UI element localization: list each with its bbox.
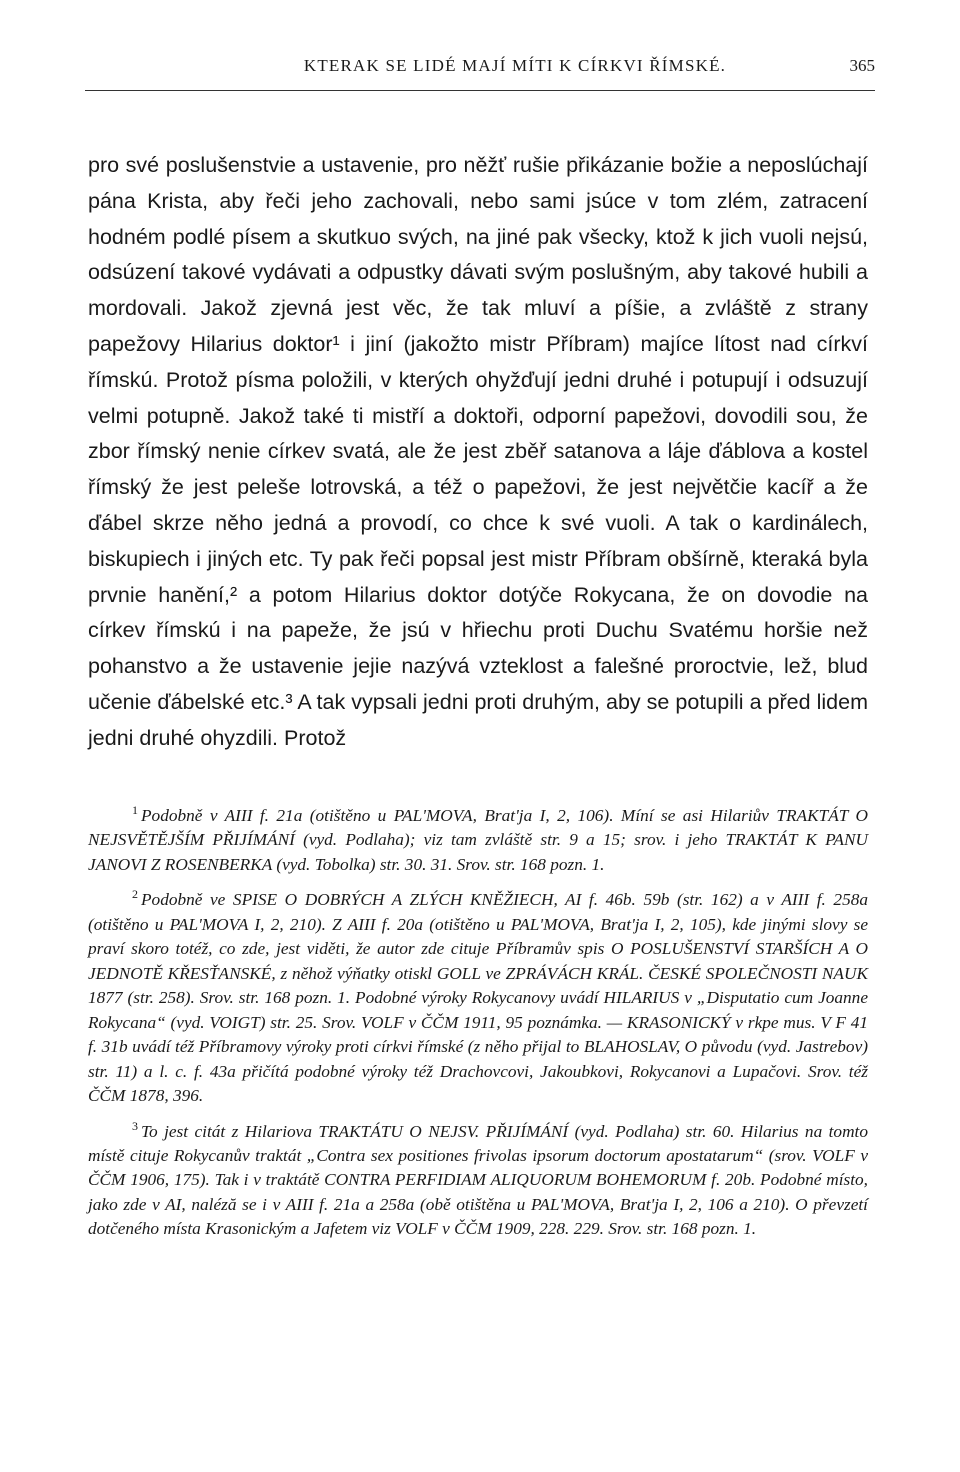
footnote-mark: 3 bbox=[132, 1118, 138, 1133]
footnotes bbox=[88, 798, 868, 1247]
footnote-text: To jest citát z Hilariova TRAKTÁTU O NEJSV. PŘIJÍMÁNÍ (vyd. Podlaha) str. 60. Hilarius na tomto místě cituje Rokycanův traktát „Contra sex positiones frivolas ipsorum doctorum apostatarum“ (srov. VOLF v ČČM 1906, 175). Tak i v traktátě CONTRA PERFIDIAM ALIQUORUM BOHEMORUM f. 20b. Podobné místo, jako zde v AI, naléză se i v AIII f. 21a a 258a (obě otištěna u PAL'MOVA, Brat'ja I, 2, 106 a 210). O převzetí dotčeného místa Krasonickým a Jafetem viz VOLF v ČČM 1909, 228. 229. Srov. str. 168 pozn. 1. bbox=[88, 1121, 868, 1239]
header-rule bbox=[85, 90, 875, 91]
footnote-1 bbox=[88, 798, 868, 877]
main-text bbox=[88, 148, 868, 757]
footnote-3 bbox=[88, 1114, 868, 1242]
body-paragraph: pro své poslušenstvie a ustavenie, pro něžť rušie přikázanie božie a neposlúchají pána Krista, aby řeči jeho zachovali, nebo sami jsúce v tom zlém, zatracení hodném podlé písem a skutkuo svých, na jiné pak všecky, ktož k jich vuoli nejsú, odsúzení takové vydávati a odpustky dávati svým poslušným, aby takové hubili a mordovali. Jakož zjevná jest věc, že tak mluví a píšie, a zvláště z strany papežovy Hilarius doktor¹ i jiní (jakožto mistr Příbram) majíce lítost nad církví římskú. Protož písma položili, v kterých ohyžďují jedni druhé i potupují i odsuzují velmi potupně. Jakož také ti mistří a doktoři, odporní papežovi, dovodili sou, že zbor římský nenie církev svatá, ale že jest zběř satanova a láje ďáblova a kostel římský že jest peleše lotrovská, a též o papežovi, že jest největčie kacíř a že ďábel skrze něho jedná a provodí, co chce k své vuoli. A tak o kardinálech, biskupiech i jiných etc. Ty pak řeči popsal jest mistr Příbram obšírně, kteraká byla prvnie hanění,² a potom Hilarius doktor dotýče Rokycana, že on dovodie na církev římskú i na papeže, že jsú v hřiechu proti Duchu Svatému horšie než pohanstvo a že ustavenie jejie nazývá vzteklost a falešné proroctvie, lež, blud učenie ďábelské etc.³ A tak vypsali jedni proti druhým, aby se potupili a před lidem jedni druhé ohyzdili. Protož bbox=[88, 153, 868, 750]
footnote-text: Podobně ve SPISE O DOBRÝCH A ZLÝCH KNĚŽIECH, AI f. 46b. 59b (str. 162) a v AIII f. 258a (otištěno u PAL'MOVA I, 2, 210). Z AIII f. 20a (otištěno u PAL'MOVA, Brat'ja I, 2, 105), kde jinými slovy se praví skoro totéž, co zde, jest viděti, že autor zde cituje Příbramův spis O POSLUŠENSTVÍ STARŠÍCH A O JEDNOTĚ KŘESŤANSKÉ, z něhož výňatky otiskl GOLL ve ZPRÁVÁCH KRÁL. ČESKÉ SPOLEČNOSTI NAUK 1877 (str. 258). Srov. str. 168 pozn. 1. Podobné výroky Rokycanovy uvádí HILARIUS v „Disputatio cum Joanne Rokycana“ (vyd. VOIGT) str. 25. Srov. VOLF v ČČM 1911, 95 poznámka. — KRASONICKÝ v rkpe mus. V F 41 f. 31b uvádí též Příbramovy výroky proti církvi římské (z něho přijal to BLAHOSLAV, O původu (vyd. Jastrebov) str. 11) a l. c. f. 43a přičítá podobné výroky též Drachovcovi, Jakoubkovi, Rokycanovi a Lupačovi. Srov. též ČČM 1878, 396. bbox=[88, 890, 868, 1106]
footnote-mark: 2 bbox=[132, 887, 138, 902]
footnote-2 bbox=[88, 882, 868, 1108]
footnote-text: Podobně v AIII f. 21a (otištěno u PAL'MOVA, Brat'ja I, 2, 106). Míní se asi Hilariův TRAKTÁT O NEJSVĚTĚJŠÍM PŘIJÍMÁNÍ (vyd. Podlaha); viz tam zvláště str. 9 a 15; srov. i jeho TRAKTÁT K PANU JANOVI Z ROSENBERKA (vyd. Tobolka) str. 30. 31. Srov. str. 168 pozn. 1. bbox=[88, 805, 868, 874]
running-title: KTERAK SE LIDÉ MAJÍ MÍTI K CÍRKVI ŘÍMSKÉ. bbox=[303, 56, 727, 75]
footnote-mark: 1 bbox=[132, 803, 138, 817]
page-number: 365 bbox=[849, 56, 875, 75]
running-header bbox=[85, 56, 875, 86]
